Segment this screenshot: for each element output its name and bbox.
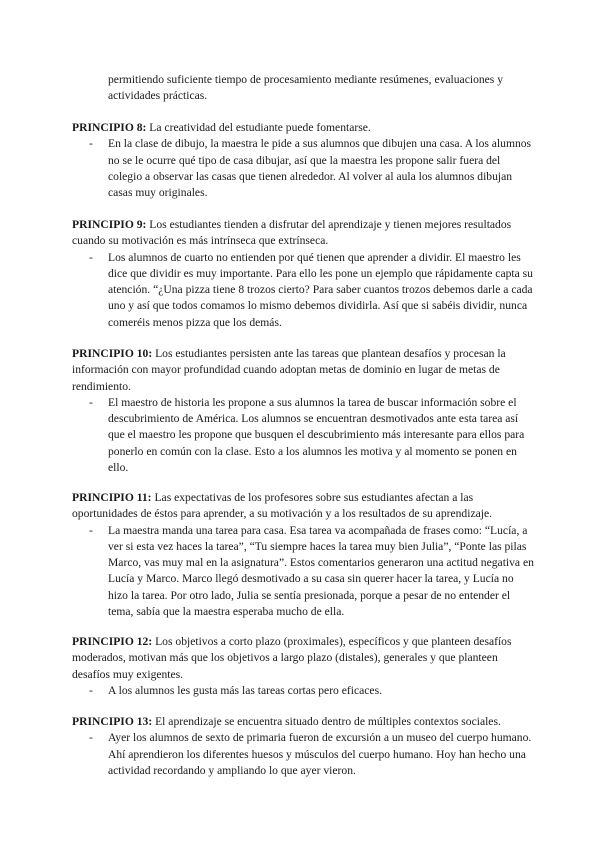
principle-8-text: La creatividad del estudiante puede fomentarse. — [146, 121, 371, 134]
bullet-dash: - — [89, 137, 93, 151]
principle-12-statement — [72, 634, 534, 683]
principle-11-example — [72, 523, 534, 621]
principle-9-example — [72, 250, 534, 331]
principle-13-example-text: Ayer los alumnos de sexto de primaria fueron de excursión a un museo del cuerpo humano. Ahí aprendieron los diferentes huesos y músculos del cuerpo humano. Hoy han hecho una actividad recordando y ampliando lo que ayer vieron. — [108, 731, 532, 777]
principle-8-heading: PRINCIPIO 8: — [72, 121, 147, 134]
principle-11-statement — [72, 490, 534, 523]
principle-13-example — [72, 730, 534, 779]
principle-13-example-list — [72, 730, 534, 779]
principle-10-statement — [72, 346, 534, 395]
principle-9-heading: PRINCIPIO 9: — [72, 218, 147, 231]
principle-8-example — [72, 136, 534, 201]
principle-11-text: Las expectativas de los profesores sobre sus estudiantes afectan a las oportunidades de éstos para aprender, a su motivación y a los resultados de su aprendizaje. — [72, 491, 492, 521]
bullet-dash: - — [89, 250, 93, 264]
principle-10-heading: PRINCIPIO 10: — [72, 347, 153, 360]
bullet-dash: - — [89, 523, 93, 537]
principle-9-statement — [72, 217, 534, 250]
principle-9-section — [72, 217, 534, 331]
principle-10-text: Los estudiantes persisten ante las tareas que plantean desafíos y procesan la información con mayor profundidad cuando adoptan metas de dominio en lugar de metas de rendimiento. — [72, 347, 506, 393]
principle-12-section — [72, 634, 534, 699]
principle-8-statement — [72, 120, 534, 136]
principle-12-example-text: A los alumnos les gusta más las tareas cortas pero eficaces. — [108, 683, 382, 697]
principle-10-section — [72, 346, 534, 476]
principle-9-example-text: Los alumnos de cuarto no entienden por qué tienen que aprender a dividir. El maestro les dice que dividir es muy importante. Para ello les pone un ejemplo que rápidamente capta su atención. “¿Una pizza tiene 8 trozos cierto? Para saber cuantos trozos debemos darle a cada uno y así que todos comamos lo mismo debemos dividirla. Así que si sabéis dividir, nunca comeréis menos pizza que los demás. — [108, 250, 533, 329]
bullet-dash: - — [89, 683, 93, 697]
principle-10-example-list — [72, 395, 534, 476]
principle-8-example-list — [72, 136, 534, 201]
principle-12-text: Los objetivos a corto plazo (proximales), específicos y que planteen desafíos moderados, motivan más que los objetivos a largo plazo (distales), generales y que planteen desafíos muy exigentes. — [72, 635, 512, 681]
principle-12-example-list — [72, 683, 534, 699]
principle-9-example-list — [72, 250, 534, 331]
principle-9-text: Los estudiantes tienden a disfrutar del aprendizaje y tienen mejores resultados cuando su motivación es más intrínseca que extrínseca. — [72, 218, 512, 248]
principle-10-example — [72, 395, 534, 476]
principle-11-section — [72, 490, 534, 620]
principle-13-text: El aprendizaje se encuentra situado dentro de múltiples contextos sociales. — [152, 715, 501, 728]
principle-12-example — [72, 683, 534, 699]
principle-11-example-list — [72, 523, 534, 621]
bullet-dash: - — [89, 731, 93, 745]
bullet-dash: - — [89, 395, 93, 409]
principle-8-example-text: En la clase de dibujo, la maestra le pide a sus alumnos que dibujen una casa. A los alumnos no se le ocurre qué tipo de casa dibujar, así que la maestra les propone salir fuera del colegio a observar las casas que tienen alrededor. Al volver al aula los alumnos dibujan casas muy originales. — [108, 137, 532, 200]
principle-11-example-text: La maestra manda una tarea para casa. Esa tarea va acompañada de frases como: “Lucía, a ver si esta vez haces la tarea”, “Tu siempre haces la tarea muy bien Julia”, “Ponte las pilas Marco, vas muy mal en la asignatura”. Estos comentarios generaron una actitud negativa en Lucía y Marco. Marco llegó desmotivado a su casa sin querer hacer la tarea, y Lucía no hizo la tarea. Por otro lado, Julia se sentía presionada, porque a pesar de no entender el tema, sabía que la maestra esperaba mucho de ella. — [108, 523, 534, 619]
principle-11-heading: PRINCIPIO 11: — [72, 491, 152, 504]
principle-10-example-text: El maestro de historia les propone a sus alumnos la tarea de buscar información sobre el descubrimiento de América. Los alumnos se encuentran desmotivados ante esta tarea así que el maestro les propone que busquen el descubrimiento más interesante para ellos para ponerlo en común con la clase. Esto a los alumnos les motiva y al momento se ponen en ello. — [108, 395, 525, 475]
principle-8-section — [72, 120, 534, 201]
principle-13-statement — [72, 714, 534, 730]
principle-13-heading: PRINCIPIO 13: — [72, 715, 153, 728]
principle-12-heading: PRINCIPIO 12: — [72, 635, 153, 648]
principle-13-section — [72, 714, 534, 779]
intro-paragraph: permitiendo suficiente tiempo de procesamiento mediante resúmenes, evaluaciones y actividades prácticas. — [108, 73, 504, 103]
